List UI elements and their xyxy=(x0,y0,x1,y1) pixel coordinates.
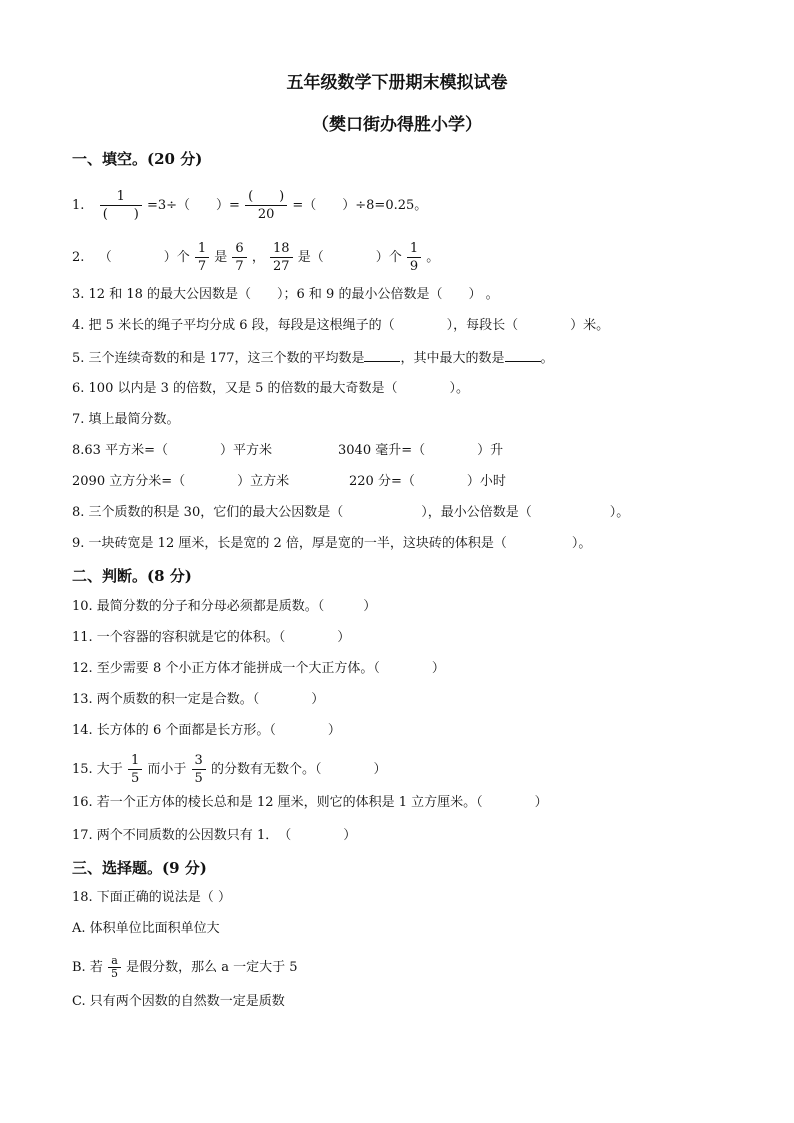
conversion-item: 8.63 平方米=（ ）平方米 xyxy=(72,443,272,458)
fraction xyxy=(192,752,206,787)
question-1-text: =3÷（ ）= xyxy=(146,198,240,213)
fraction-numerator: 3 xyxy=(192,752,206,770)
question-1-number: 1. xyxy=(72,198,85,213)
question-15-text: 15. 大于 xyxy=(72,762,123,777)
fraction-numerator: 1 xyxy=(407,240,421,258)
question-2-text: 是 xyxy=(214,250,228,265)
section-heading-judge: 二、判断。(8 分) xyxy=(72,567,192,585)
question-2-text: 是（ ）个 xyxy=(297,250,402,265)
question-10: 10. 最简分数的分子和分母必须都是质数。（ ） xyxy=(72,599,377,614)
conversion-item: 3040 毫升=（ ）升 xyxy=(338,443,504,458)
fraction xyxy=(407,240,421,275)
question-11: 11. 一个容器的容积就是它的体积。（ ） xyxy=(72,630,351,645)
answer-blank xyxy=(505,349,541,362)
question-12: 12. 至少需要 8 个小正方体才能拼成一个大正方体。（ ） xyxy=(72,661,445,676)
section-heading-choice: 三、选择题。(9 分) xyxy=(72,859,207,877)
fraction-denominator: 5 xyxy=(130,771,140,786)
question-18: 18. 下面正确的说法是（ ） xyxy=(72,890,231,905)
fraction-denominator: 9 xyxy=(409,259,419,274)
question-6: 6. 100 以内是 3 的倍数，又是 5 的倍数的最大奇数是（ ）。 xyxy=(72,381,470,396)
question-15-text: 而小于 xyxy=(147,762,187,777)
question-2-number: 2. xyxy=(72,250,85,265)
fraction-numerator: 1 xyxy=(100,188,142,206)
fraction xyxy=(245,188,287,223)
fraction xyxy=(108,955,121,980)
question-5-text: ，其中最大的数是 xyxy=(400,351,505,366)
fraction-denominator: 7 xyxy=(235,259,244,274)
question-2-text: ， xyxy=(251,250,265,265)
option-c: C. 只有两个因数的自然数一定是质数 xyxy=(72,994,285,1009)
question-2-text: 。 xyxy=(426,250,440,265)
fraction-numerator: 18 xyxy=(270,240,293,258)
fraction-denominator: 7 xyxy=(197,259,207,274)
fraction-numerator: 1 xyxy=(128,752,142,770)
fraction-denominator: 27 xyxy=(273,259,290,274)
question-14: 14. 长方体的 6 个面都是长方形。（ ） xyxy=(72,723,341,738)
option-b-text: 是假分数，那么 a 一定大于 5 xyxy=(126,960,298,975)
fraction-numerator: 1 xyxy=(195,240,209,258)
fraction xyxy=(195,240,209,275)
question-17: 17. 两个不同质数的公因数只有 1． （ ） xyxy=(72,828,357,843)
fraction-numerator: 6 xyxy=(232,240,246,258)
fraction-denominator: ( ) xyxy=(102,207,139,222)
school-subtitle: （樊口街办得胜小学） xyxy=(312,115,482,135)
question-5-text: 。 xyxy=(540,351,554,366)
fraction-denominator: 5 xyxy=(194,771,203,786)
question-8: 8. 三个质数的积是 30，它们的最大公因数是（ ），最小公倍数是（ ）。 xyxy=(72,505,630,520)
option-a: A. 体积单位比面积单位大 xyxy=(72,921,220,936)
section-heading-fill: 一、填空。(20 分) xyxy=(72,150,203,168)
answer-blank xyxy=(364,349,400,362)
question-3: 3. 12 和 18 的最大公因数是（ ）；6 和 9 的最小公倍数是（ ） 。 xyxy=(72,287,499,302)
fraction-denominator: 5 xyxy=(110,967,118,980)
question-1-text: =（ ）÷8=0.25。 xyxy=(292,198,428,213)
conversion-item: 2090 立方分米=（ ）立方米 xyxy=(72,474,290,489)
question-9: 9. 一块砖宽是 12 厘米，长是宽的 2 倍，厚是宽的一半，这块砖的体积是（ ）。 xyxy=(72,536,592,551)
question-5-text: 5. 三个连续奇数的和是 177，这三个数的平均数是 xyxy=(72,351,365,366)
question-13: 13. 两个质数的积一定是合数。（ ） xyxy=(72,692,325,707)
question-15 xyxy=(72,752,386,787)
fraction xyxy=(232,240,246,275)
fraction-numerator: ( ) xyxy=(245,188,287,206)
page-title: 五年级数学下册期末模拟试卷 xyxy=(286,73,508,93)
option-b-text: B. 若 xyxy=(72,960,103,975)
fraction xyxy=(100,188,142,223)
fraction xyxy=(270,240,293,275)
question-7: 7. 填上最简分数。 xyxy=(72,412,180,427)
fraction-denominator: 20 xyxy=(257,207,275,222)
fraction xyxy=(128,752,142,787)
question-2-text: （ ）个 xyxy=(98,250,190,265)
question-4: 4. 把 5 米长的绳子平均分成 6 段，每段是这根绳子的（ ），每段长（ ）米。 xyxy=(72,318,610,333)
option-b xyxy=(72,955,298,980)
question-5 xyxy=(72,349,554,368)
fraction-numerator: a xyxy=(108,955,121,968)
conversion-item: 220 分=（ ）小时 xyxy=(349,474,506,489)
question-1 xyxy=(72,188,427,223)
question-2 xyxy=(72,240,439,275)
question-15-text: 的分数有无数个。（ ） xyxy=(210,762,387,777)
question-16: 16. 若一个正方体的棱长总和是 12 厘米，则它的体积是 1 立方厘米。（ ） xyxy=(72,795,548,810)
